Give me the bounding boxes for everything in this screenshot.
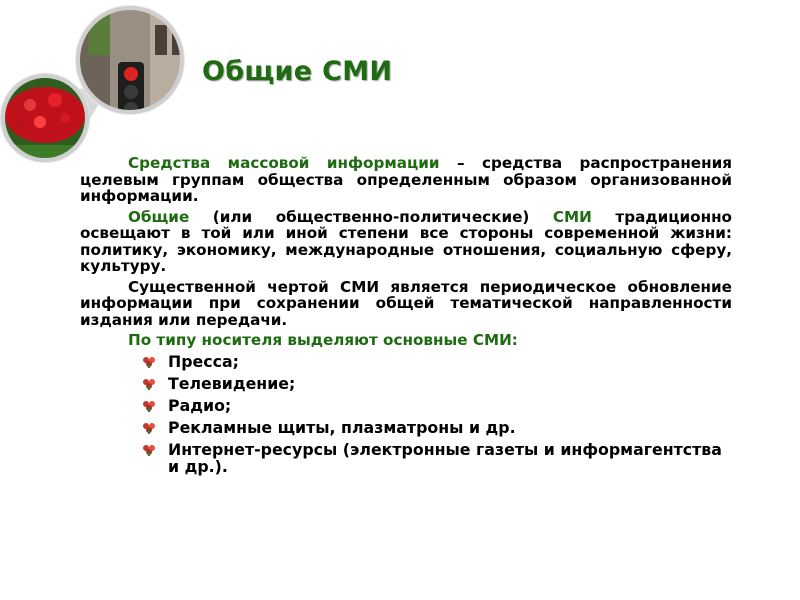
- general-media-text: традиционно освещают в той или иной степени все стороны современной жизни: политику, экономику, международные отношения, социальную сферу, культуру.: [80, 207, 732, 275]
- list-item: [142, 375, 732, 392]
- paragraph-feature: Существенной чертой СМИ является периодическое обновление информации при сохранении общей тематической направленности издания или передачи.: [80, 277, 732, 329]
- list-item: [142, 419, 732, 436]
- decorative-photo-cluster: [0, 0, 200, 175]
- list-item: [142, 353, 732, 370]
- flower-bullet-icon: [142, 378, 156, 390]
- flower-bullet-icon: [142, 422, 156, 434]
- content-body: [80, 155, 732, 480]
- list-item-text: Радио;: [168, 395, 232, 415]
- flower-bullet-icon: [142, 400, 156, 412]
- list-item: [142, 397, 732, 414]
- list-item-text: Пресса;: [168, 351, 239, 371]
- term-general: Общие: [128, 207, 190, 226]
- flower-bullet-icon: [142, 356, 156, 368]
- general-media-middle: (или общественно-политические): [189, 207, 553, 226]
- page-title: Общие СМИ: [202, 56, 393, 87]
- term-smi: СМИ: [552, 207, 592, 226]
- list-item-text: Интернет-ресурсы (электронные газеты и информагентства и др.).: [168, 439, 722, 476]
- paragraph-definition: [80, 155, 732, 205]
- term-media: Средства массовой информации: [128, 154, 440, 172]
- list-item-text: Рекламные щиты, плазматроны и др.: [168, 417, 516, 437]
- definition-text: – средства распространения целевым группам общества определенным образом организованной информации.: [80, 154, 732, 205]
- media-type-list: [80, 353, 732, 475]
- list-item: [142, 441, 732, 475]
- list-heading: По типу носителя выделяют основные СМИ:: [128, 331, 518, 349]
- list-item-text: Телевидение;: [168, 373, 296, 393]
- flower-bullet-icon: [142, 444, 156, 456]
- paragraph-general-media: [80, 209, 732, 275]
